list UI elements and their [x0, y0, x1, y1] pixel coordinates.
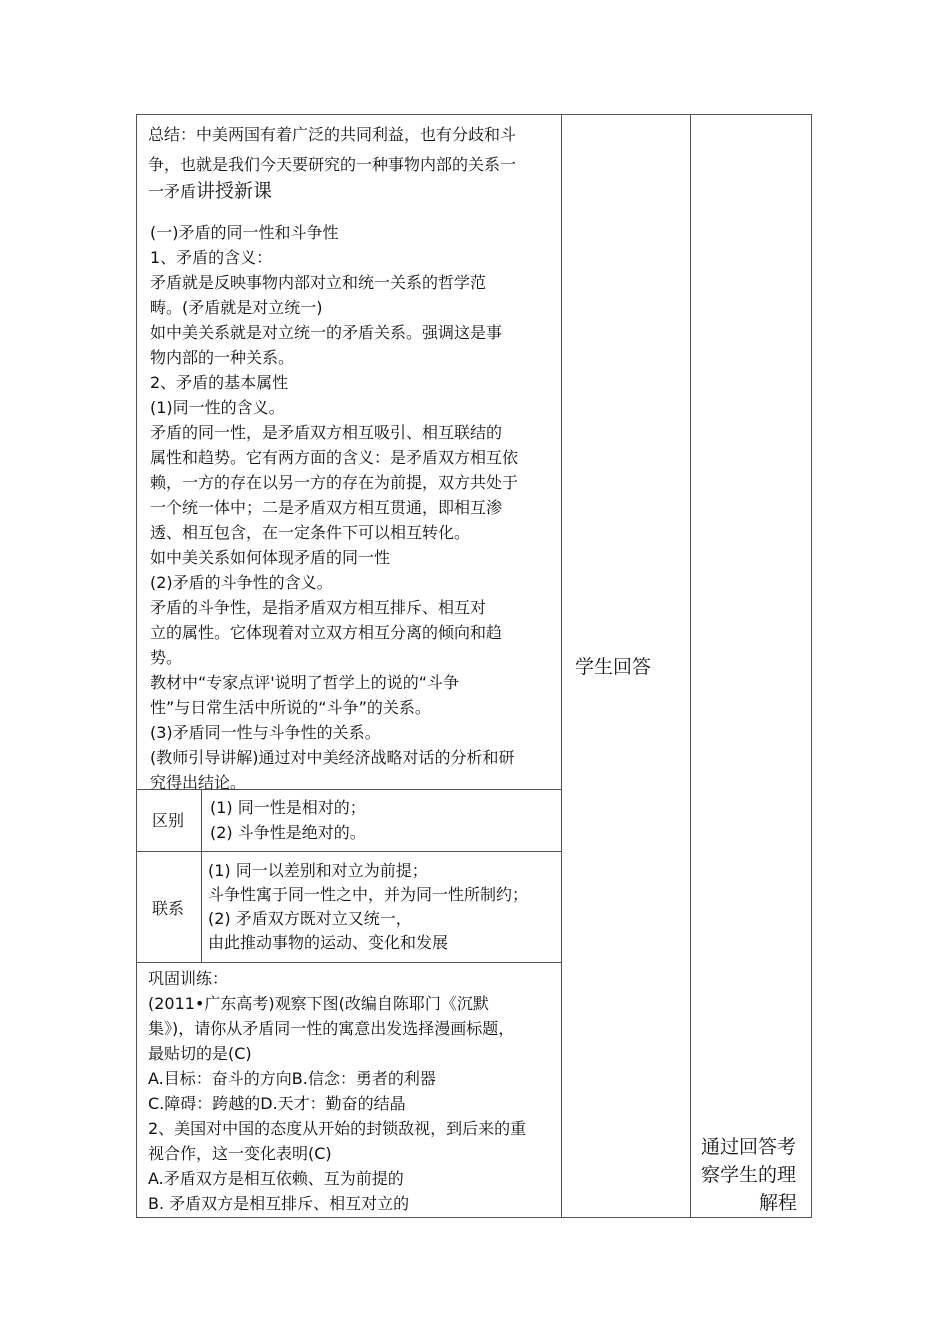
content-line: 如中美关系如何体现矛盾的同一性	[150, 548, 391, 567]
compare-line: (1) 同一以差别和对立为前提；	[208, 861, 428, 880]
content-line: (3)矛盾同一性与斗争性的关系。	[150, 723, 381, 742]
content-line: 如中美关系就是对立统一的矛盾关系。强调这是事	[150, 323, 503, 342]
row-divider	[137, 962, 561, 963]
content-line: 物内部的一种关系。	[150, 348, 295, 367]
compare-line: (2) 矛盾双方既对立又统一，	[208, 909, 412, 928]
content-line: 矛盾的斗争性，是指矛盾双方相互排斥、相互对	[150, 598, 487, 617]
summary-line: 总结：中美两国有着广泛的共同利益，也有分歧和斗	[148, 125, 517, 144]
compare-line: 斗争性寓于同一性之中，并为同一性所制约；	[208, 885, 529, 904]
practice-line: 最贴切的是(C)	[148, 1044, 252, 1063]
content-line: 畴。(矛盾就是对立统一)	[150, 298, 323, 317]
content-line: (教师引导讲解)通过对中美经济战略对话的分析和研	[150, 748, 515, 767]
content-line: 一个统一体中；二是矛盾双方相互贯通，即相互渗	[150, 498, 503, 517]
column-divider	[690, 115, 691, 1217]
practice-line: 巩固训练：	[148, 969, 229, 988]
compare-line: (2) 斗争性是绝对的。	[210, 823, 366, 842]
content-line: (一)矛盾的同一性和斗争性	[150, 223, 339, 242]
content-line: 矛盾就是反映事物内部对立和统一关系的哲学范	[150, 273, 487, 292]
summary-line: 一矛盾讲授新课	[148, 180, 273, 202]
subcell-divider	[201, 789, 202, 962]
practice-line: 集》)，请你从矛盾同一性的寓意出发选择漫画标题，	[148, 1019, 515, 1038]
practice-line: (2011•广东高考)观察下图(改编自陈耶门《沉默	[148, 994, 489, 1013]
content-line: 势。	[150, 648, 183, 667]
practice-line: B. 矛盾双方是相互排斥、相互对立的	[148, 1194, 410, 1213]
content-line: 矛盾的同一性，是矛盾双方相互吸引、相互联结的	[150, 423, 503, 442]
student-activity: 学生回答	[575, 656, 652, 678]
compare-line: (1) 同一性是相对的；	[210, 798, 366, 817]
design-intent-line: 察学生的理	[701, 1164, 797, 1186]
practice-line: A.目标：奋斗的方向B.信念：勇者的利器	[148, 1069, 436, 1088]
practice-line: A.矛盾双方是相互依赖、互为前提的	[148, 1169, 404, 1188]
content-line: 教材中“专家点评'说明了哲学上的说的“斗争	[150, 673, 459, 692]
content-line: 1、矛盾的含义：	[150, 248, 273, 267]
design-intent-line: 解程	[759, 1192, 798, 1214]
column-divider	[561, 115, 562, 1217]
content-line: 透、相互包含，在一定条件下可以相互转化。	[150, 523, 471, 542]
design-intent-line: 通过回答考	[701, 1136, 797, 1158]
content-line: 2、矛盾的基本属性	[150, 373, 289, 392]
practice-line: 2、美国对中国的态度从开始的封锁敌视，到后来的重	[148, 1119, 527, 1138]
content-line: 赖，一方的存在以另一方的存在为前提，双方共处于	[150, 473, 519, 492]
compare-label-difference: 区别	[152, 811, 185, 830]
practice-line: C.障碍：跨越的D.天才：勤奋的结晶	[148, 1094, 406, 1113]
content-line: 究得出结论。	[150, 773, 247, 792]
compare-line: 由此推动事物的运动、变化和发展	[208, 933, 449, 952]
practice-line: 视合作，这一变化表明(C)	[148, 1144, 332, 1163]
content-line: 立的属性。它体现着对立双方相互分离的倾向和趋	[150, 623, 503, 642]
content-line: (2)矛盾的斗争性的含义。	[150, 573, 333, 592]
summary-line: 争，也就是我们今天要研究的一种事物内部的关系一	[148, 155, 517, 174]
compare-label-connection: 联系	[152, 899, 185, 918]
new-lesson-heading: 讲授新课	[196, 180, 273, 202]
content-line: 属性和趋势。它有两方面的含义：是矛盾双方相互依	[150, 448, 519, 467]
content-line: 性”与日常生活中所说的“斗争”的关系。	[150, 698, 431, 717]
content-line: (1)同一性的含义。	[150, 398, 285, 417]
